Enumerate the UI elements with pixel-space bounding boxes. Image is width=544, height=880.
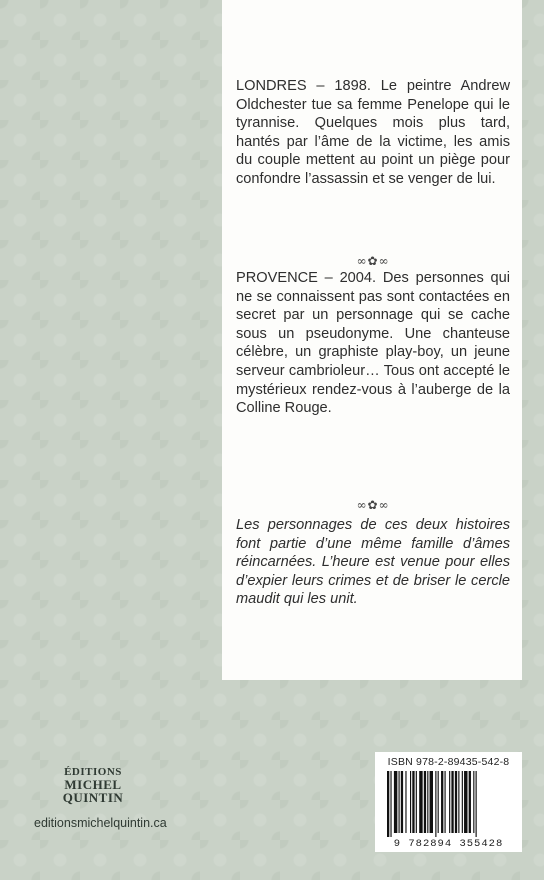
ornament-divider-1: ∞✿∞: [356, 254, 390, 268]
logo-line-michel: MICHEL: [64, 777, 122, 792]
logo-line-editions: ÉDITIONS: [64, 766, 122, 778]
synopsis-conclusion: Les personnages de ces deux histoires font partie d’une même famille d’âmes réincarnées. L’heure est venue pour elles d’expier leurs crimes et de briser le cercle maudit qui les unit.: [236, 517, 510, 608]
barcode-label: [375, 752, 522, 852]
logo-line-quintin: QUINTIN: [62, 790, 124, 805]
synopsis-london: LONDRES – 1898. Le peintre Andrew Oldchester tue sa femme Penelope qui le tyrannise. Quelques mois plus tard, hantés par l’âme de la victime, les amis du couple mettent au point un piège pour confondre l’assassin et se venger de lui.: [236, 78, 510, 187]
barcode-icon: [387, 771, 510, 837]
publisher-logo: [48, 766, 138, 804]
ornament-divider-2: ∞✿∞: [356, 498, 390, 512]
barcode-number: 9 782894 355428: [393, 838, 504, 850]
publisher-website: editionsmichelquintin.ca: [34, 816, 167, 830]
synopsis-provence: PROVENCE – 2004. Des personnes qui ne se connaissent pas sont contactées en secret par un personnage qui se cache sous un pseudonyme. Une chanteuse célèbre, un graphiste play-boy, un jeune serveur cambrioleur… Tous ont accepté le mystérieux rendez-vous à l’auberge de la Colline Rouge.: [236, 270, 510, 417]
isbn-text: ISBN 978-2-89435-542-8: [387, 756, 510, 768]
